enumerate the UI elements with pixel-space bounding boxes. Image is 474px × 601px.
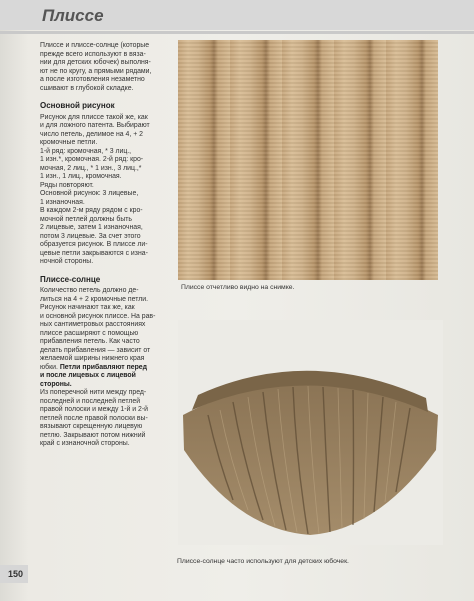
text-line: а после изготовления незаметно	[40, 76, 145, 83]
text-column	[40, 42, 176, 449]
section-body-basic	[40, 114, 176, 267]
text-line: последней и последней петлей	[40, 397, 141, 405]
text-line: Ряды повторяют.	[40, 181, 94, 189]
text-line: и основной рисунок плиссе. На рав-	[40, 312, 156, 320]
text-line: 1 изн., 1 лиц., кромочная.	[40, 173, 122, 180]
text-line: Количество петель должно де-	[40, 287, 139, 294]
text-line: 1 изн.*, кромочная. 2-й ряд: кро-	[40, 156, 144, 163]
text-line: 2 лицевые, затем 1 изнаночная,	[40, 224, 143, 231]
text-line: мочная, 2 лиц., * 1 изн., 3 лиц.,*	[40, 164, 142, 172]
text-fragment: юбки.	[40, 363, 58, 371]
text-line: вязывают скрещенную лицевую	[40, 423, 143, 430]
text-line: литься на 4 + 2 кромочные петли.	[40, 295, 149, 303]
text-line: делать прибавления — зависит от	[40, 346, 151, 354]
text-line: Из поперечной нити между пред-	[40, 389, 147, 396]
text-line: сшивают в глубокой складке.	[40, 84, 134, 92]
text-line: В каждом 2-м ряду рядом с кро-	[40, 207, 143, 214]
sun-pleat-skirt-photo	[178, 320, 443, 545]
text-line: ных сантиметровых расстояниях	[40, 321, 146, 328]
text-line: 1 изнаночная.	[40, 198, 85, 206]
text-line: Основной рисунок: 3 лицевые,	[40, 190, 139, 197]
section-heading-sun: Плиссе-солнце	[40, 274, 101, 284]
text-line: нии для детских юбочек) выполня-	[40, 59, 151, 66]
text-line: Рисунок для плиссе такой же, как	[40, 113, 148, 121]
text-line: желаемой ширины нижнего края	[40, 355, 145, 362]
text-line: петлю. Закрывают потом нижний	[40, 431, 146, 439]
text-line: ночной стороны.	[40, 258, 94, 265]
text-line: прежде всего используют в вяза-	[40, 50, 146, 58]
bold-line: стороны.	[40, 380, 72, 388]
text-line	[40, 364, 176, 373]
pleat-knit-photo	[178, 40, 438, 280]
text-line: цевые петли закрываются с изна-	[40, 249, 148, 257]
text-line: прибавления петель. Как часто	[40, 338, 140, 345]
bold-text: Петли прибавляют перед	[59, 363, 147, 371]
text-line: мочной петлей должны быть	[40, 215, 133, 223]
section-heading-basic: Основной рисунок	[40, 101, 115, 110]
text-line: край с изнаночной стороны.	[40, 440, 130, 447]
text-line: плиссе расширяют с помощью	[40, 329, 139, 337]
text-line: Рисунок начинают так же, как	[40, 304, 135, 311]
text-line: Плиссе и плиссе-солнце (которые	[40, 42, 150, 49]
page-number: 150	[8, 569, 24, 579]
page-title: Плиссе	[42, 6, 104, 25]
header-rule	[0, 31, 474, 34]
photo-caption-pleat: Плиссе отчетливо видно на снимке.	[181, 284, 295, 291]
section-body-sun	[40, 287, 176, 449]
photo-caption-sun-pleat: Плиссе-солнце часто используют для детских юбочек.	[177, 558, 349, 565]
text-line: потом 3 лицевые. За счет этого	[40, 232, 141, 240]
text-line: и для ложного патента. Выбирают	[40, 122, 150, 129]
text-line: правой полоски и между 1-й и 2-й	[40, 406, 149, 413]
bold-line: и после лицевых с лицевой	[40, 372, 136, 379]
skirt-illustration	[178, 320, 443, 545]
text-line: ют не по кругу, а прямыми рядами,	[40, 67, 152, 75]
intro-paragraph	[40, 42, 176, 93]
text-line: образуется рисунок. В плиссе ли-	[40, 241, 148, 248]
text-line: петлей после правой полоски вы-	[40, 414, 148, 422]
text-line: число петель, делимое на 4, + 2	[40, 130, 143, 138]
text-line: 1-й ряд: кромочная, * 3 лиц.,	[40, 147, 132, 155]
text-line: кромочные петли.	[40, 139, 98, 146]
